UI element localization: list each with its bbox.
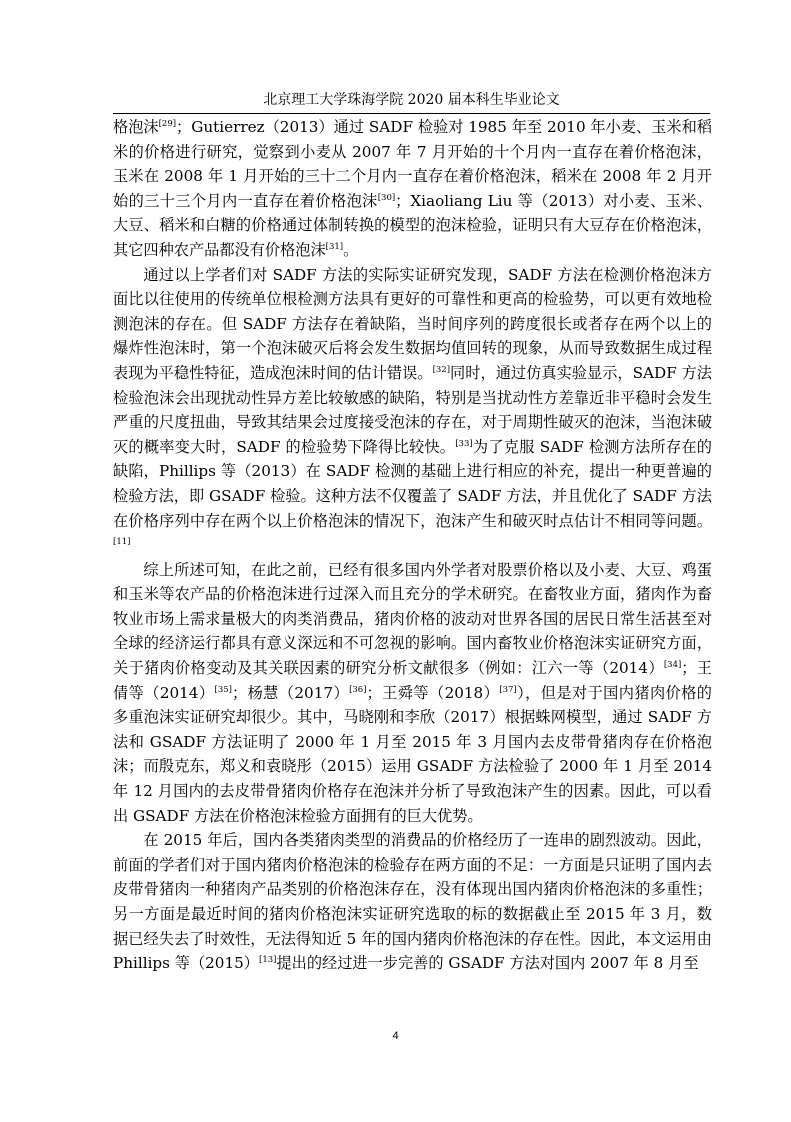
text-run: ；Xiaoliang Liu 等（2013）对小麦、玉米、大豆、稻米和白糖的价格通过体制转换的模型的泡沫检验，证明只有大豆存在价格泡沫，其它四种农产品都没有价格泡沫: [113, 191, 713, 259]
text-run: ；杨慧（2017）: [231, 683, 350, 702]
text-run: 提出的经过进一步完善的 GSADF 方法对国内 2007 年 8 月至: [276, 954, 699, 973]
text-run: ），但是对于国内猪肉价格的多重泡沫实证研究却很少。其中，马晓刚和李欣（2017）根据蛛网模型，通过 SADF 方法和 GSADF 方法证明了 2000 年 1 月至 2015 年 3 月国内去皮带骨猪肉存在价格泡沫；而殷克东，郑义和袁晓彤（2015）运用 GSADF 方法检验了 2000 年 1 月至 2014 年 12 月国内的去皮带骨猪肉价格存在泡沫并分析了导致泡沫产生的因素。因此，可以看出 GSADF 方法在价格泡沫检验方面拥有的巨大优势。: [113, 683, 712, 825]
citation-ref: [34]: [663, 660, 682, 671]
citation-ref: [31]: [325, 241, 344, 252]
citation-ref: [29]: [158, 119, 177, 129]
page-number: 4: [392, 1030, 399, 1042]
text-run: 为了克服 SADF 检测方法所存在的缺陷，Phillips 等（2013）在 SADF 检测的基础上进行相应的补充，提出一种更普遍的检验方法，即 GSADF 检验。这种方法不仅覆盖了 SADF 方法，并且优化了 SADF 方法在价格序列中存在两个以上价格泡沫的情况下，泡沫产生和破灭时点估计不相同等问题。: [113, 437, 712, 530]
text-run: ；Gutierrez（2013）通过 SADF 检验对 1985 年至 2010 年小麦、玉米和稻米的价格进行研究，觉察到小麦从 2007 年 7 月开始的十个月内一直存在着价格泡沫，玉米在 2008 年 1 月开始的三十二个月内一直存在着价格泡沫，稻米在 2008 年 2 月开始的三十三个月内一直存在着价格泡沫: [113, 118, 712, 210]
citation-ref: [32]: [432, 364, 451, 375]
text-run: ；王舜等（2018）: [366, 683, 500, 702]
paragraph: [113, 115, 712, 263]
citation-ref: [11]: [113, 537, 131, 548]
text-run: 格泡沫: [113, 118, 159, 136]
text-run: 。: [343, 240, 359, 259]
citation-ref: [35]: [214, 684, 232, 695]
paragraph: [113, 828, 712, 976]
paragraph: [113, 263, 712, 558]
text-run: 通过以上学者们对 SADF 方法的实际实证研究发现，SADF 方法在检测价格泡沫方面比以往使用的传统单位根检测方法具有更好的可靠性和更高的检验势，可以更有效地检测泡沫的存在。但 SADF 方法存在着缺陷，当时间序列的跨度很长或者存在两个以上的爆炸性泡沫时，第一个泡沫破灭后将会发生数据均值回转的现象，从而导致数据生成过程表现为平稳性特征，造成泡沫时间的估计错误。: [113, 265, 712, 382]
paragraph: [113, 558, 712, 829]
citation-ref: [30]: [377, 192, 396, 203]
header-rule: [113, 113, 710, 114]
text-run: 在 2015 年后，国内各类猪肉类型的消费品的价格经历了一连串的剧烈波动。因此，前面的学者们对于国内猪肉价格泡沫的检验存在两方面的不足：一方面是只证明了国内去皮带骨猪肉一种猪肉产品类别的价格泡沫存在，没有体现出国内猪肉价格泡沫的多重性；另一方面是最近时间的猪肉价格泡沫实证研究选取的标的数据截止至 2015 年 3 月，数据已经失去了时效性，无法得知近 5 年的国内猪肉价格泡沫的存在性。因此，本文运用由 Phillips 等（2015）: [113, 831, 712, 973]
text-run: ；王倩等（2014）: [113, 659, 712, 702]
citation-ref: [36]: [349, 684, 367, 695]
text-run: 综上所述可知，在此之前，已经有很多国内外学者对股票价格以及小麦、大豆、鸡蛋和玉米等农产品的价格泡沫进行过深入而且充分的学术研究。在畜牧业方面，猪肉作为畜牧业市场上需求量极大的肉类消费品，猪肉价格的波动对世界各国的居民日常生活甚至对全球的经济运行都具有意义深远和不可忽视的影响。国内畜牧业价格泡沫实证研究方面，关于猪肉价格变动及其关联因素的研究分析文献很多（例如：江六一等（2014）: [113, 560, 712, 678]
body-text: [113, 115, 712, 976]
text-run: 同时，通过仿真实验显示，SADF 方法检验泡沫会出现扰动性异方差比较敏感的缺陷，特别是当扰动性方差靠近非平稳时会发生严重的尺度扭曲，导致其结果会过度接受泡沫的存在，对于周期性破灭的泡沫，当泡沫破灭的概率变大时，SADF 的检验势下降得比较快。: [113, 363, 712, 456]
citation-ref: [33]: [455, 438, 473, 449]
running-header: 北京理工大学珠海学院 2020 届本科生毕业论文: [263, 92, 560, 108]
citation-ref: [37]: [499, 684, 517, 695]
citation-ref: [13]: [259, 955, 277, 966]
